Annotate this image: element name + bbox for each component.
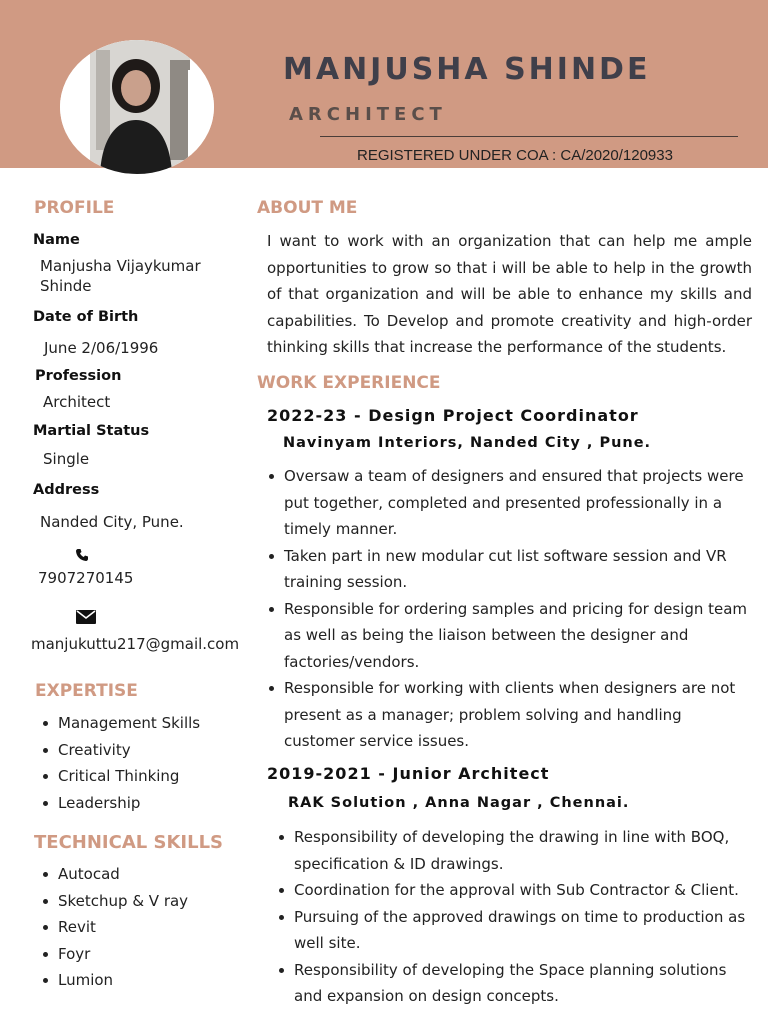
expertise-list <box>34 710 200 816</box>
list-item: Autocad <box>34 861 188 888</box>
list-item: Taken part in new modular cut list software session and VR training session. <box>268 543 754 596</box>
job-company: RAK Solution , Anna Nagar , Chennai. <box>288 795 630 811</box>
envelope-icon <box>76 609 96 628</box>
marital-status-value: Single <box>43 450 90 468</box>
list-item: Foyr <box>34 941 188 968</box>
list-item: Management Skills <box>34 710 200 737</box>
candidate-name: MANJUSHA SHINDE <box>283 52 651 87</box>
profile-heading: PROFILE <box>34 198 115 218</box>
candidate-role: ARCHITECT <box>289 104 447 125</box>
registration-number: REGISTERED UNDER COA : CA/2020/120933 <box>357 147 673 164</box>
list-item: Responsibility of developing the Space planning solutions and expansion on design concepts. <box>278 957 754 1010</box>
list-item: Responsible for working with clients when designers are not present as a manager; problem solving and handling customer service issues. <box>268 675 754 755</box>
phone-number: 7907270145 <box>38 569 134 587</box>
list-item: Pursuing of the approved drawings on time to production as well site. <box>278 904 754 957</box>
list-item: Revit <box>34 914 188 941</box>
expertise-heading: EXPERTISE <box>35 681 138 701</box>
job-duties-list <box>268 463 754 755</box>
profession-value: Architect <box>43 393 111 411</box>
list-item: Oversaw a team of designers and ensured that projects were put together, completed and presented professionally in a timely manner. <box>268 463 754 543</box>
address-label: Address <box>33 482 100 498</box>
list-item: Creativity <box>34 737 200 764</box>
list-item: Sketchup & V ray <box>34 888 188 915</box>
work-experience-heading: WORK EXPERIENCE <box>257 373 441 393</box>
list-item: Coordination for the approval with Sub Contractor & Client. <box>278 877 754 904</box>
list-item: Critical Thinking <box>34 763 200 790</box>
job-company: Navinyam Interiors, Nanded City , Pune. <box>283 435 652 451</box>
list-item: Leadership <box>34 790 200 817</box>
name-label: Name <box>33 232 80 248</box>
list-item: Responsible for ordering samples and pricing for design team as well as being the liaison between the designer and factories/vendors. <box>268 596 754 676</box>
address-value: Nanded City, Pune. <box>40 513 184 531</box>
technical-skills-list <box>34 861 188 994</box>
phone-icon <box>75 547 89 566</box>
header-divider <box>320 136 738 137</box>
list-item: Lumion <box>34 967 188 994</box>
technical-skills-heading: TECHNICAL SKILLS <box>34 832 223 853</box>
job-duties-list <box>278 824 754 1010</box>
email-address: manjukuttu217@gmail.com <box>31 635 240 653</box>
about-text: I want to work with an organization that can help me ample opportunities to grow so that i will be able to help in the growth of that organization and will be able to enhance my skills and capabilities. To Develop and promote creativity and high-order thinking skills that increase the performance of the students. <box>267 232 752 356</box>
dob-label: Date of Birth <box>33 309 139 325</box>
about-heading: ABOUT ME <box>257 198 358 218</box>
profession-label: Profession <box>35 368 122 384</box>
job-title: 2019-2021 - Junior Architect <box>267 764 550 783</box>
name-value-line1: Manjusha Vijaykumar <box>40 257 201 275</box>
dob-value: June 2/06/1996 <box>44 339 159 357</box>
name-value-line2: Shinde <box>40 277 92 295</box>
job-title: 2022-23 - Design Project Coordinator <box>267 406 639 425</box>
list-item: Responsibility of developing the drawing in line with BOQ, specification & ID drawings. <box>278 824 754 877</box>
profile-photo <box>60 40 214 174</box>
marital-status-label: Martial Status <box>33 423 150 439</box>
